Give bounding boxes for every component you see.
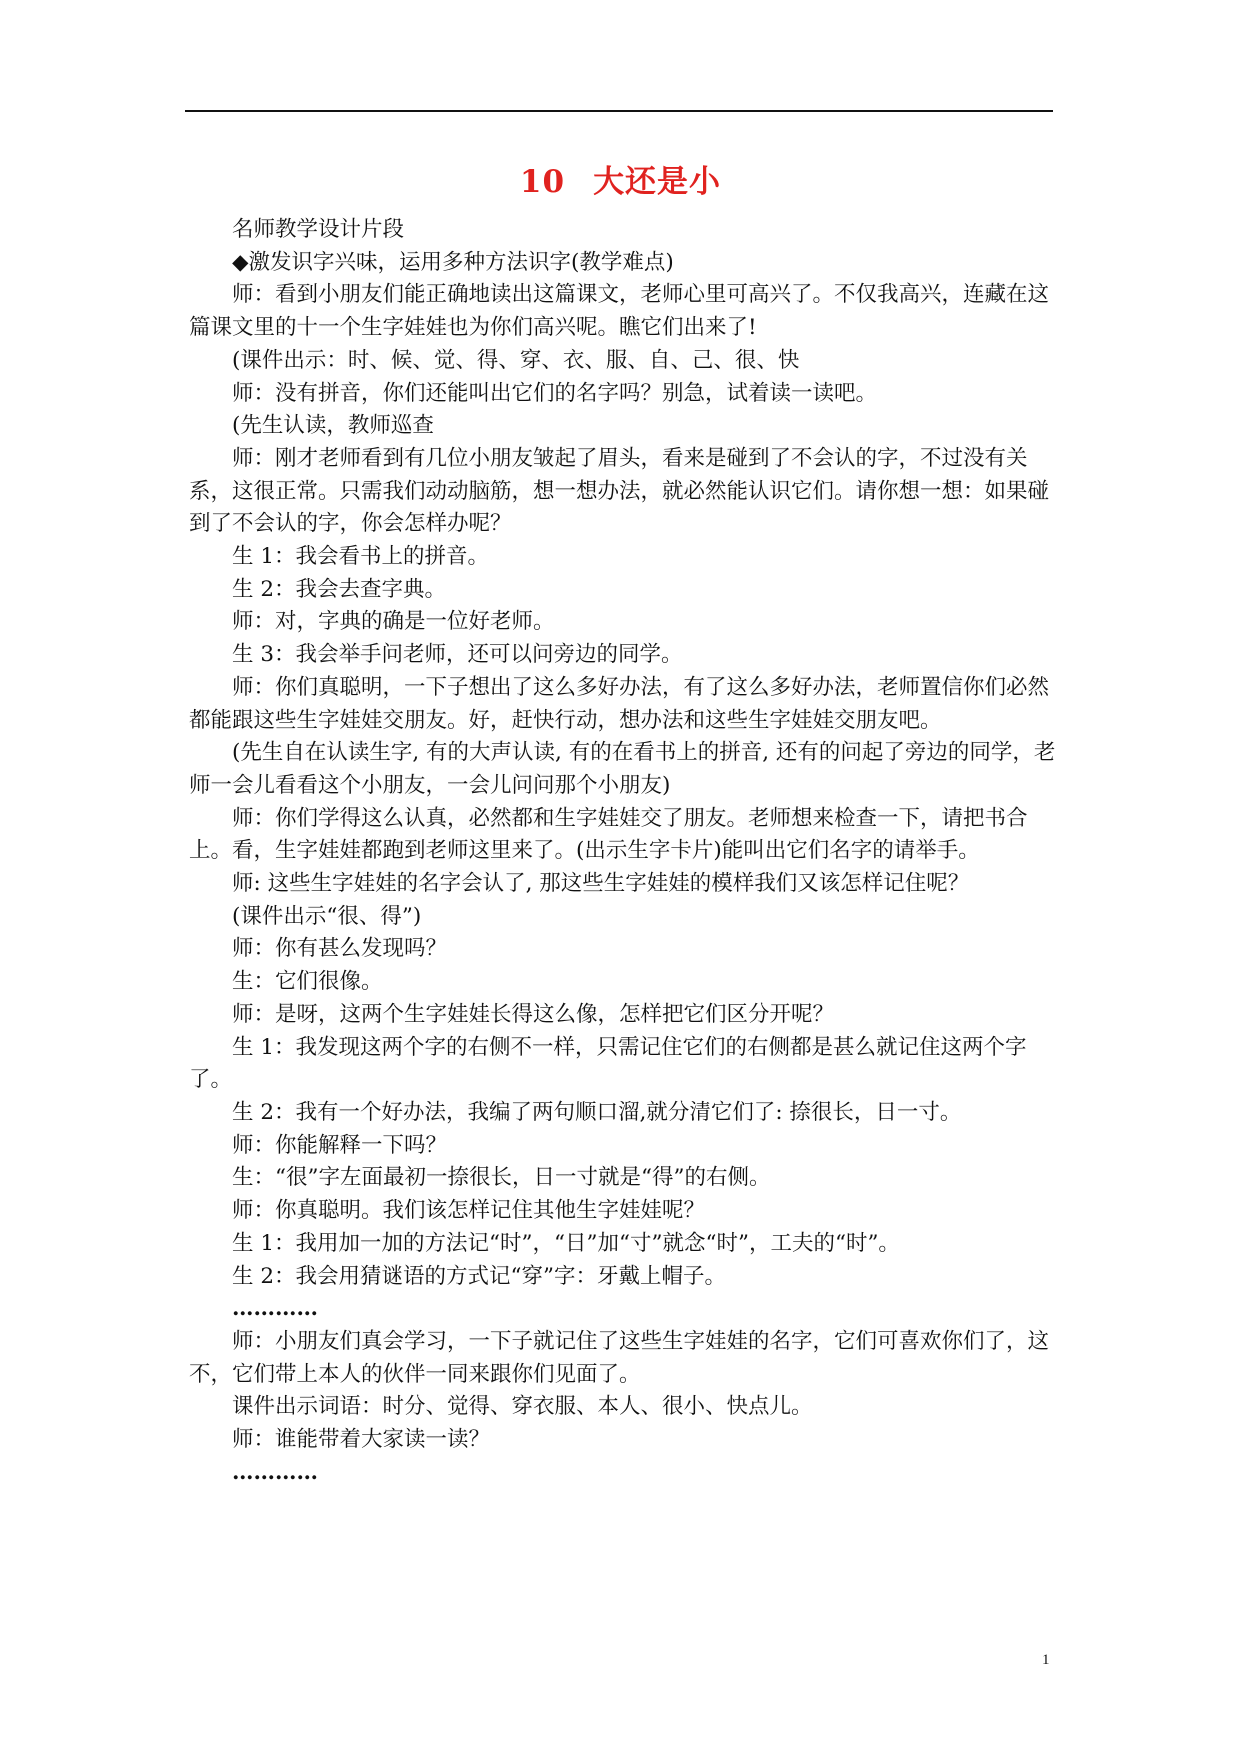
paragraph: 师：谁能带着大家读一读？: [232, 1427, 491, 1453]
paragraph: 生 1：我用加一加的方法记“时”，“日”加“寸”就念“时”，工夫的“时”。: [232, 1230, 900, 1256]
paragraph: 师：刚才老师看到有几位小朋友皱起了眉头，看来是碰到了不会认的字，不过没有关系，这很正常。只需我们动动脑筋，想一想办法，就必然能认识它们。请你想一想：如果碰到了不会认的字，你会怎样办呢？: [189, 445, 1050, 537]
paragraph: 师：对，字典的确是一位好老师。: [232, 609, 555, 635]
paragraph: 师：小朋友们真会学习，一下子就记住了这些生字娃娃的名字，它们可喜欢你们了，这不，它们带上本人的伙伴一同来跟你们见面了。: [189, 1328, 1050, 1387]
paragraph: (先生自在认读生字, 有的大声认读, 有的在看书上的拼音, 还有的问起了旁边的同学，老师一会儿看看这个小朋友，一会儿问问那个小朋友): [189, 740, 1056, 798]
paragraph: 生 1：我会看书上的拼音。: [232, 544, 490, 570]
page-number: 1: [1042, 1652, 1050, 1668]
paragraph: (课件出示“很、得”): [232, 903, 422, 929]
header-rule: [185, 110, 1053, 112]
ellipsis: …………: [232, 1459, 318, 1485]
paragraph: 生 2：我会用猜谜语的方式记“穿”字：牙戴上帽子。: [232, 1263, 726, 1289]
paragraph: 师：你能解释一下吗？: [232, 1132, 448, 1158]
paragraph: 师：是呀，这两个生字娃娃长得这么像，怎样把它们区分开呢？: [232, 1001, 835, 1027]
paragraph: (先生认读，教师巡查: [232, 413, 434, 439]
paragraph: 师: 这些生字娃娃的名字会认了, 那这些生字娃娃的模样我们又该怎样记住呢？: [232, 871, 970, 897]
paragraph: 生 3：我会举手问老师，还可以问旁边的同学。: [232, 642, 683, 668]
paragraph: 师：你真聪明。我们该怎样记住其他生字娃娃呢？: [232, 1198, 706, 1224]
paragraph: 生：它们很像。: [232, 969, 383, 995]
paragraph: 名师教学设计片段: [232, 217, 405, 242]
paragraph: 师：你有甚么发现吗？: [232, 936, 448, 962]
paragraph: 师：看到小朋友们能正确地读出这篇课文，老师心里可高兴了。不仅我高兴，连藏在这篇课文里的十一个生字娃娃也为你们高兴呢。瞧它们出来了!: [189, 282, 1050, 341]
paragraph: ◆激发识字兴味，运用多种方法识字(教学难点): [232, 249, 674, 275]
paragraph: 生 1：我发现这两个字的右侧不一样，只需记住它们的右侧都是甚么就记住这两个字了。: [189, 1034, 1027, 1093]
paragraph: (课件出示：时、候、觉、得、穿、衣、服、自、己、很、快: [232, 347, 800, 373]
lesson-title: [0, 162, 1241, 202]
lesson-title-text: 大还是小: [593, 164, 722, 200]
paragraph: 师：你们学得这么认真，必然都和生字娃娃交了朋友。老师想来检查一下，请把书合上。看，生字娃娃都跑到老师这里来了。(出示生字卡片)能叫出它们名字的请举手。: [189, 805, 1028, 864]
ellipsis: …………: [232, 1296, 318, 1322]
paragraph: 生：“很”字左面最初一捺很长，日一寸就是“得”的右侧。: [232, 1165, 771, 1191]
paragraph: 课件出示词语：时分、觉得、穿衣服、本人、很小、快点儿。: [232, 1394, 813, 1420]
lesson-body: [189, 214, 1057, 1489]
paragraph: 师：你们真聪明，一下子想出了这么多好办法，有了这么多好办法，老师置信你们必然都能跟这些生字娃娃交朋友。好，赶快行动，想办法和这些生字娃娃交朋友吧。: [189, 674, 1050, 733]
paragraph: 生 2：我有一个好办法，我编了两句顺口溜,就分清它们了: 捺很长，日一寸。: [232, 1099, 962, 1125]
lesson-number: 10: [519, 164, 566, 200]
paragraph: 生 2：我会去查字典。: [232, 576, 447, 602]
paragraph: 师：没有拼音，你们还能叫出它们的名字吗？别急，试着读一读吧。: [232, 380, 878, 406]
